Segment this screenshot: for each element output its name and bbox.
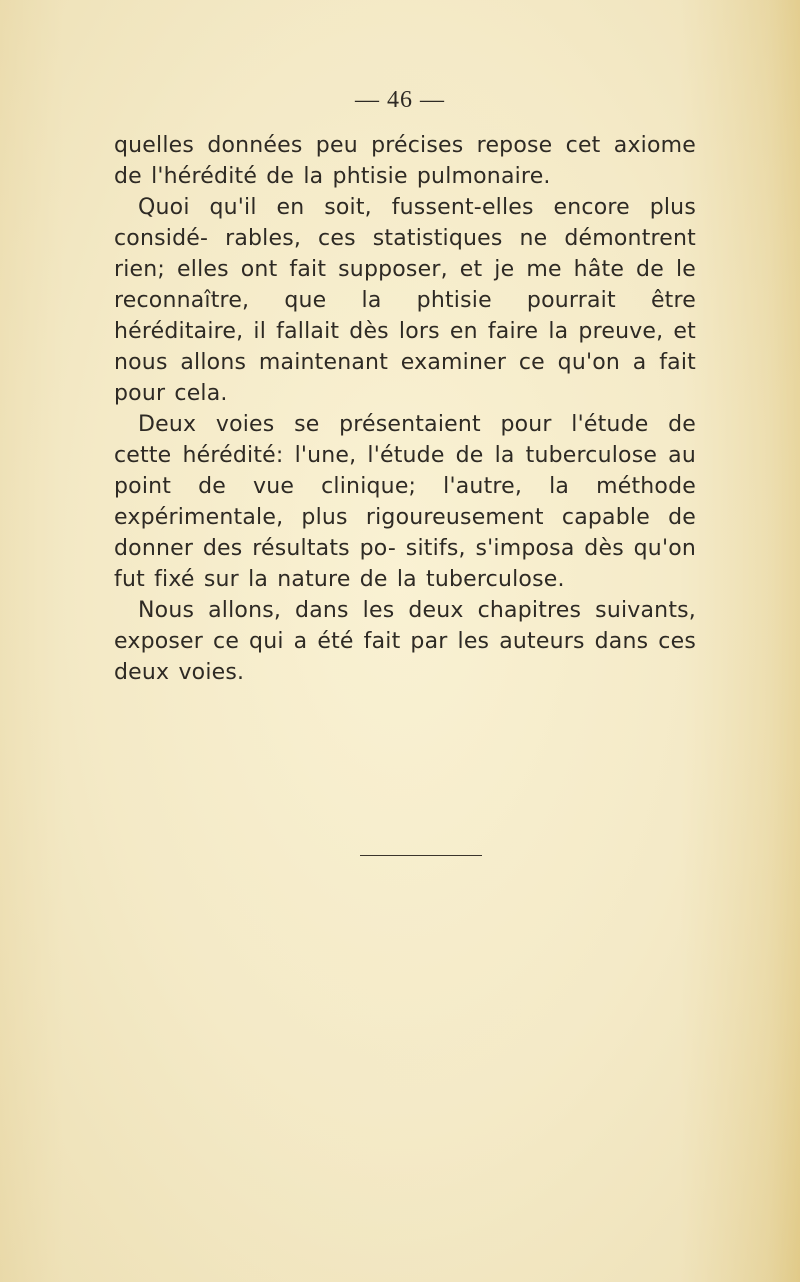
section-end-rule <box>360 855 482 856</box>
paragraph-3: Deux voies se présentaient pour l'étude de cette hérédité: l'une, l'étude de la tuberculose au point de vue clinique; l'autre, la méthode expérimentale, plus rigoureusement capable de donner des résultats po- sitifs, s'imposa dès qu'on fut fixé sur la nature de la tuberculose. <box>114 412 696 592</box>
page-number: — 46 — <box>355 87 445 113</box>
paragraph-1: quelles données peu précises repose cet axiome de l'hérédité de la phtisie pulmonaire. <box>114 133 696 189</box>
paragraph-4: Nous allons, dans les deux chapitres suivants, exposer ce qui a été fait par les auteurs dans ces deux voies. <box>114 598 696 685</box>
paragraph-2: Quoi qu'il en soit, fussent-elles encore plus considé- rables, ces statistiques ne démontrent rien; elles ont fait supposer, et je me hâte de le reconnaître, que la phtisie pourrait être héréditaire, il fallait dès lors en faire la preuve, et nous allons maintenant examiner ce qu'on a fait pour cela. <box>114 195 696 406</box>
body-text <box>114 130 696 688</box>
